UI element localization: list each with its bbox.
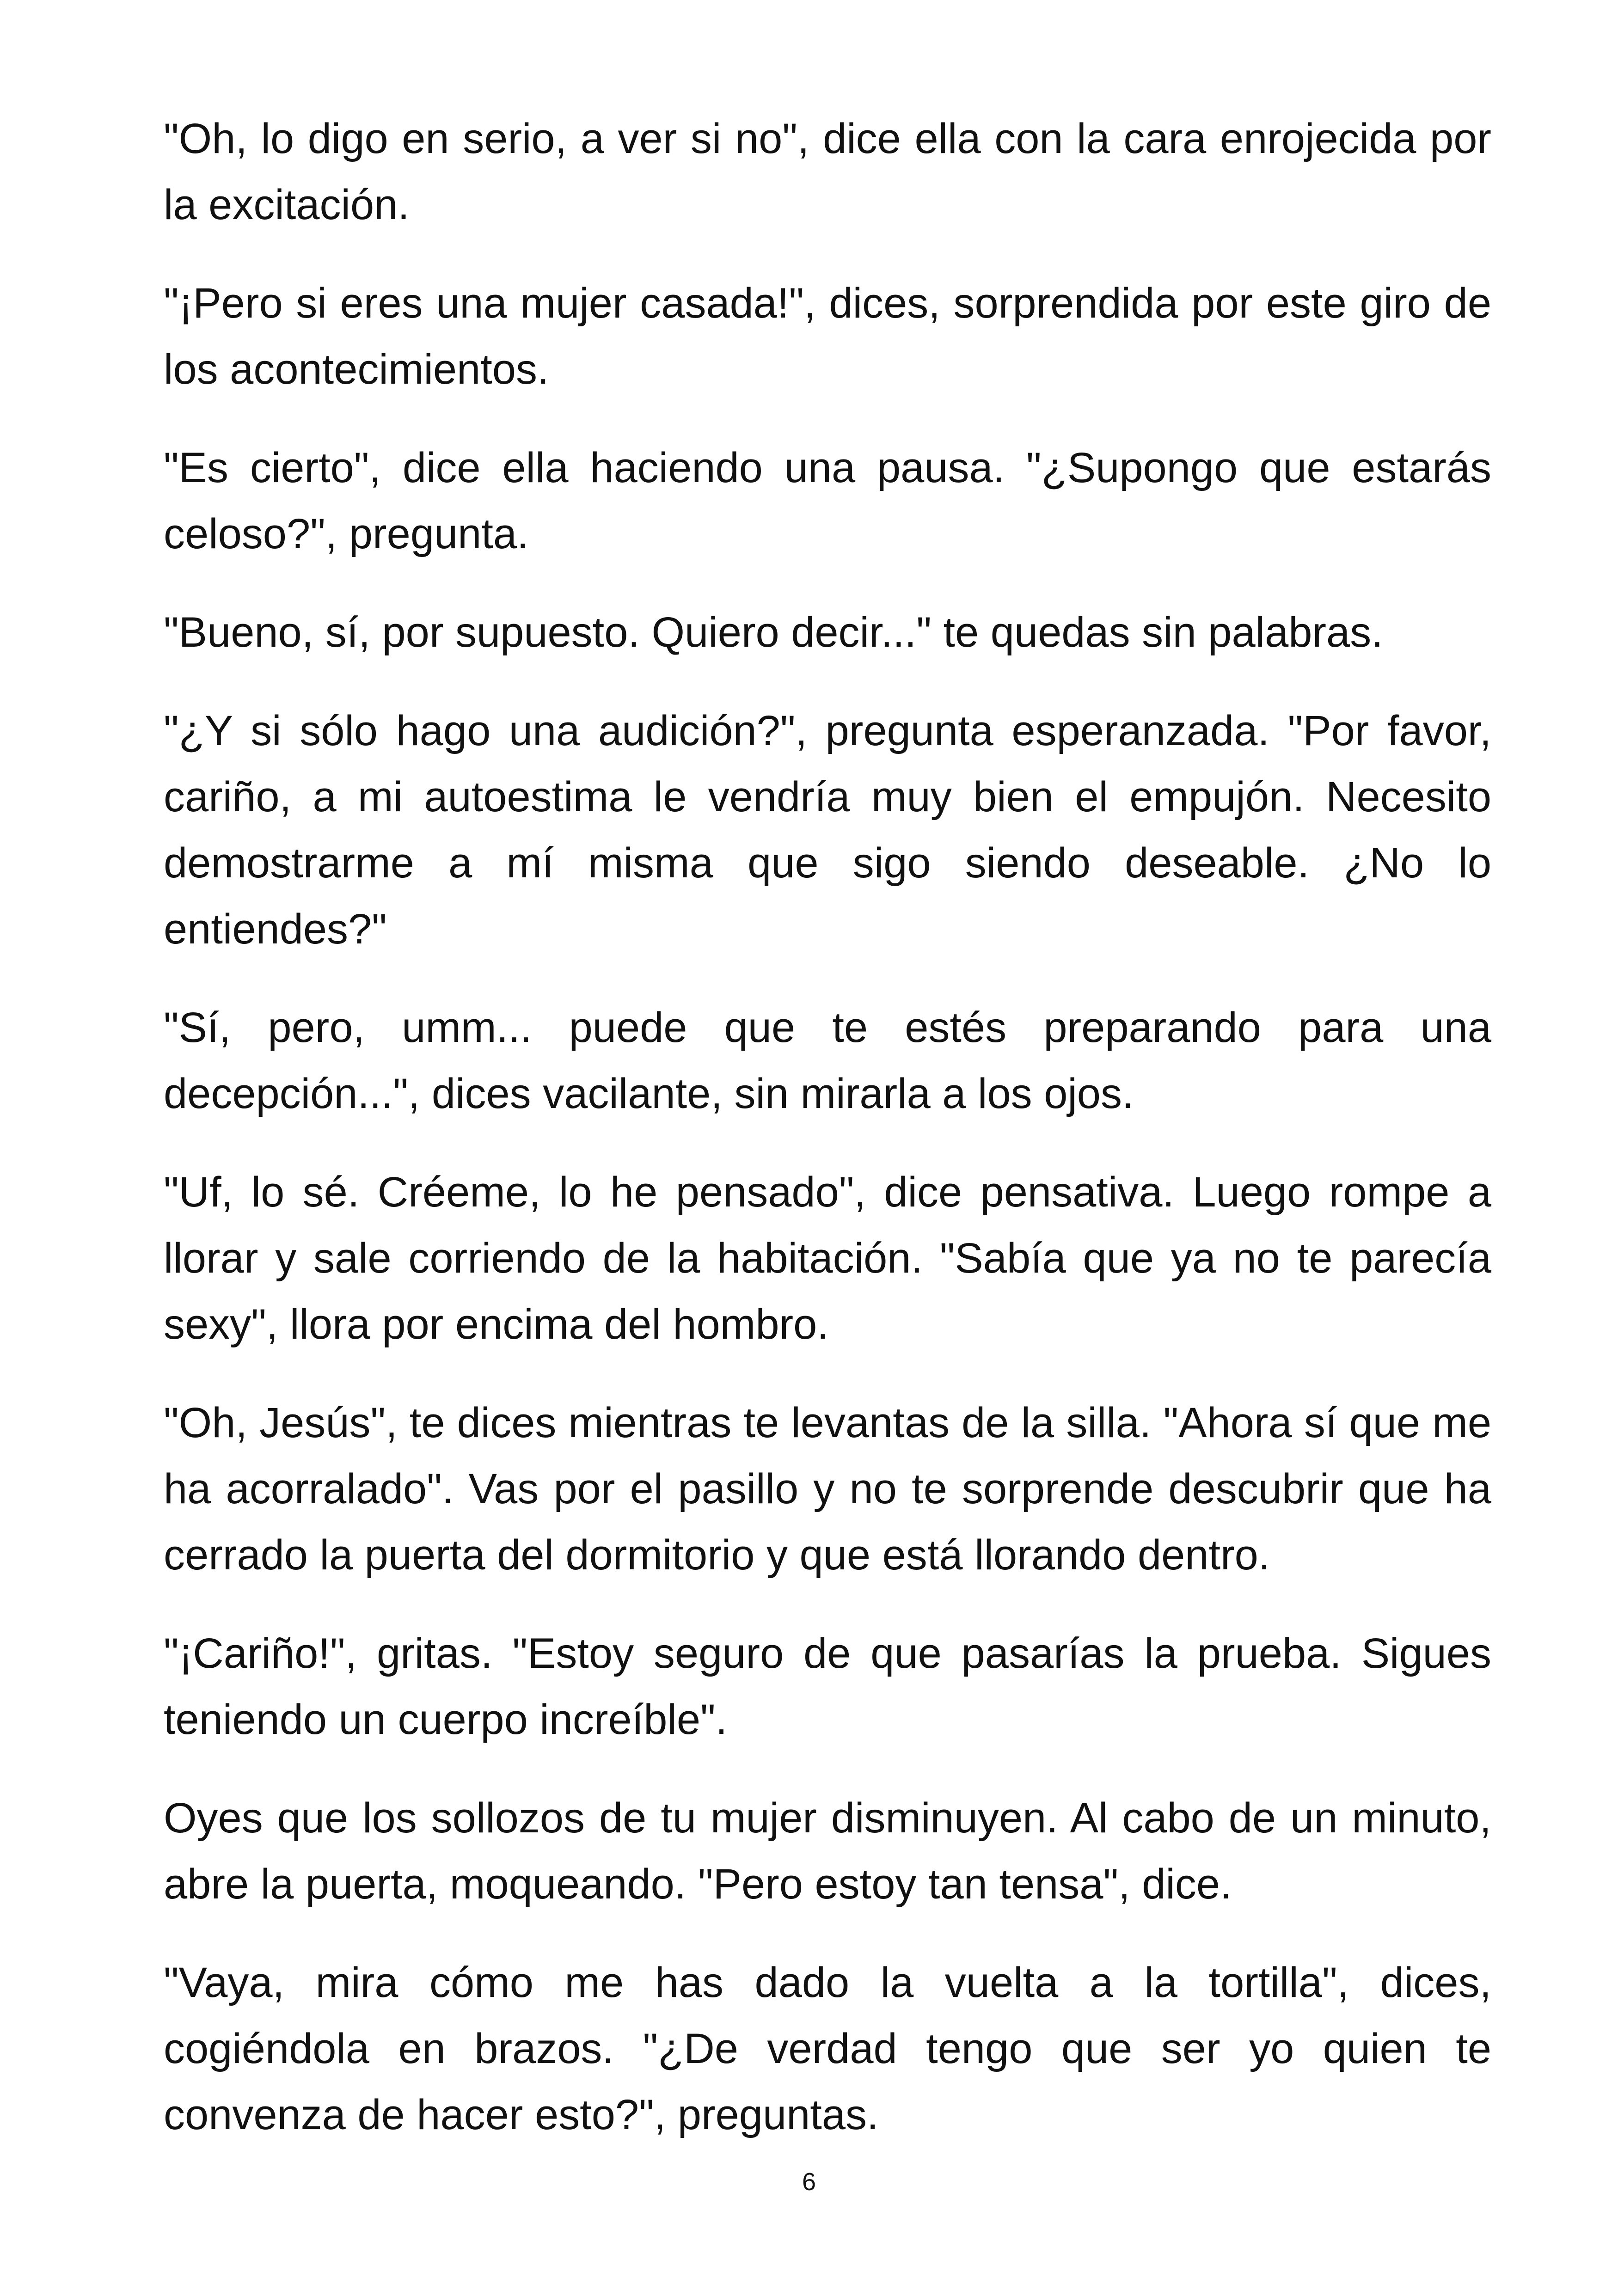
page-body	[164, 106, 1491, 2148]
paragraph: "Bueno, sí, por supuesto. Quiero decir..." te quedas sin palabras.	[164, 609, 1383, 656]
paragraph: "Sí, pero, umm... puede que te estés preparando para una decepción...", dices vacilante, sin mirarla a los ojos.	[164, 1004, 1491, 1117]
paragraph: "Es cierto", dice ella haciendo una pausa. "¿Supongo que estarás celoso?", pregunta.	[164, 444, 1491, 557]
paragraph: "¡Pero si eres una mujer casada!", dices, sorprendida por este giro de los acontecimientos.	[164, 280, 1491, 393]
paragraph: "Oh, Jesús", te dices mientras te levantas de la silla. "Ahora sí que me ha acorralado". Vas por el pasillo y no te sorprende descubrir que ha cerrado la puerta del dormitorio y que está llorando dentro.	[164, 1399, 1491, 1579]
paragraph: Oyes que los sollozos de tu mujer disminuyen. Al cabo de un minuto, abre la puerta, moqueando. "Pero estoy tan tensa", dice.	[164, 1794, 1491, 1908]
paragraph: "¿Y si sólo hago una audición?", pregunta esperanzada. "Por favor, cariño, a mi autoestima le vendría muy bien el empujón. Necesito demostrarme a mí misma que sigo siendo deseable. ¿No lo entiendes?"	[164, 707, 1491, 953]
paragraph: "Oh, lo digo en serio, a ver si no", dice ella con la cara enrojecida por la excitación.	[164, 115, 1491, 228]
paragraph: "Uf, lo sé. Créeme, lo he pensado", dice pensativa. Luego rompe a llorar y sale corriendo de la habitación. "Sabía que ya no te parecía sexy", llora por encima del hombro.	[164, 1169, 1491, 1348]
paragraph: "¡Cariño!", gritas. "Estoy seguro de que pasarías la prueba. Sigues teniendo un cuerpo increíble".	[164, 1630, 1491, 1743]
paragraph: "Vaya, mira cómo me has dado la vuelta a la tortilla", dices, cogiéndola en brazos. "¿De verdad tengo que ser yo quien te convenza de hacer esto?", preguntas.	[164, 1959, 1491, 2138]
page-number: 6	[802, 2168, 816, 2196]
